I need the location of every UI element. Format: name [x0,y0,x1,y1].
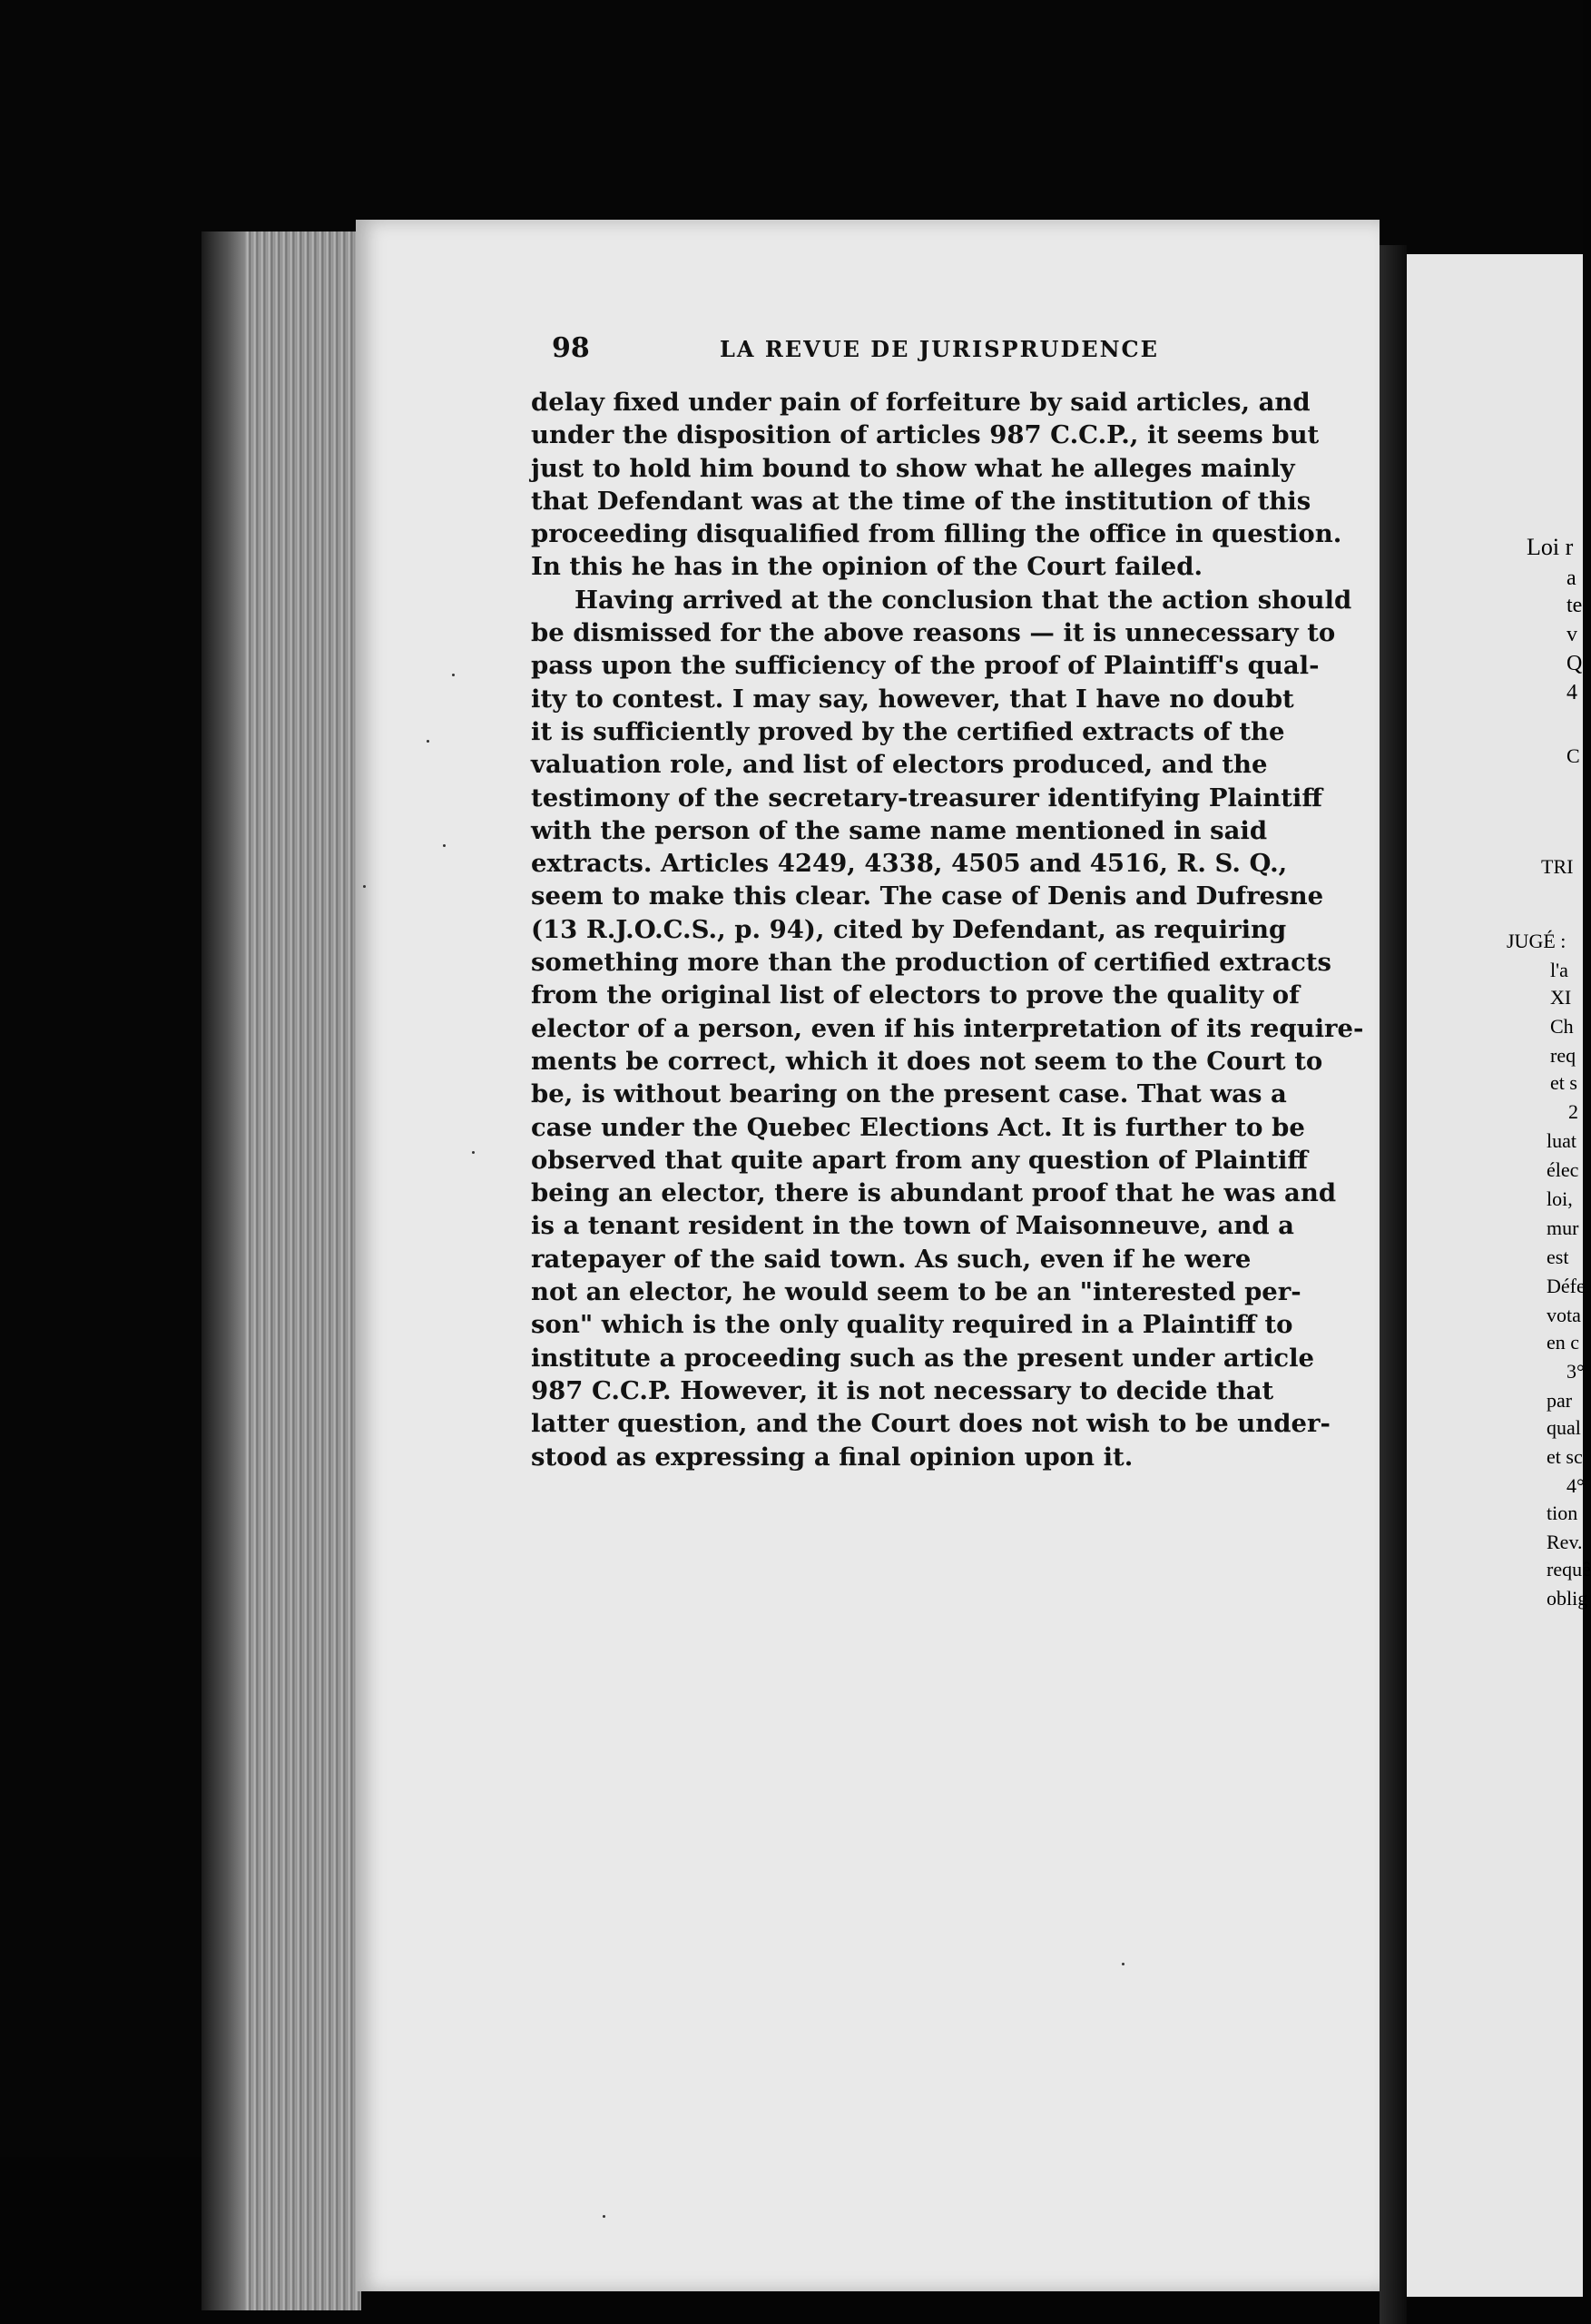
fragment: Rev. [1547,1531,1583,1553]
text-line: seem to make this clear. The case of Denis and Dufresne [531,881,1324,911]
text-line: Having arrived at the conclusion that the action should [575,585,1352,615]
text-line: is a tenant resident in the town of Maisonneuve, and a [531,1211,1294,1241]
text-line: (13 R.J.O.C.S., p. 94), cited by Defendant, as requiring [531,914,1287,944]
text-line: extracts. Articles 4249, 4338, 4505 and 4516, R. S. Q., [531,849,1288,879]
fragment: Q [1566,652,1583,675]
text-line: something more than the production of certified extracts [531,948,1332,978]
fragment: et sc [1547,1445,1583,1468]
text-line: 987 C.C.P. However, it is not necessary to decide that [531,1375,1274,1405]
running-head: LA REVUE DE JURISPRUDENCE [720,336,1159,362]
text-line: stood as expressing a final opinion upon it. [531,1442,1134,1472]
fragment: a [1566,566,1576,590]
book-spine-shadow [201,231,245,2310]
fragment: requê [1547,1558,1591,1581]
fragment: l'a [1550,959,1568,981]
book-gutter [1380,245,1407,2324]
text-line: being an elector, there is abundant proof that he was and [531,1178,1337,1208]
text-line: ratepayer of the said town. As such, even if he were [531,1244,1252,1274]
text-line: proceeding disqualified from filling the office in question. [531,519,1342,549]
scan-speck [452,674,455,676]
fragment: XI [1550,986,1572,1009]
text-line: from the original list of electors to prove the quality of [531,980,1300,1010]
fragment: TRI [1541,855,1574,878]
fragment: req [1550,1044,1576,1067]
text-line: observed that quite apart from any question of Plaintiff [531,1145,1308,1175]
fragment: par [1547,1389,1573,1412]
text-line: testimony of the secretary-treasurer identifying Plaintiff [531,783,1322,812]
fragment: vota [1547,1304,1581,1326]
fragment: 4° [1566,1474,1585,1497]
fragment: loi, [1547,1187,1573,1210]
scan-speck [472,1151,475,1154]
text-line: son" which is the only quality required in a Plaintiff to [531,1310,1293,1340]
text-line: delay fixed under pain of forfeiture by said articles, and [531,388,1311,417]
fragment: Ch [1550,1015,1574,1038]
scan-speck [443,844,446,847]
body-text [531,386,1364,1473]
page-number: 98 [552,332,590,364]
fragment: en c [1547,1331,1580,1354]
fragment: oblig [1547,1587,1588,1610]
text-line: elector of a person, even if his interpretation of its require- [531,1013,1364,1043]
scan-speck [363,885,366,888]
text-line: ments be correct, which it does not seem to the Court to [531,1046,1323,1076]
scan-speck [1122,1963,1125,1965]
scan-speck [603,2215,605,2218]
fragment: luat [1547,1129,1576,1152]
fragment: élec [1547,1158,1579,1181]
text-line: case under the Quebec Elections Act. It is further to be [531,1112,1305,1142]
text-line: that Defendant was at the time of the institution of this [531,486,1311,516]
fragment: C [1566,744,1580,767]
fragment: qual [1547,1416,1581,1439]
fragment: 2 [1568,1100,1578,1123]
fragment: Loi r [1527,534,1574,560]
text-line: under the disposition of articles 987 C.C.P., it seems but [531,420,1320,450]
fragment: JUGÉ : [1507,930,1566,952]
text-line: with the person of the same name mentioned in said [531,815,1268,845]
text-line: ity to contest. I may say, however, that I have no doubt [531,684,1294,714]
text-line: not an elector, he would seem to be an "interested per- [531,1277,1301,1307]
fragment: tion [1547,1502,1578,1524]
text-line: pass upon the sufficiency of the proof of Plaintiff's qual- [531,651,1320,681]
fragment: v [1566,623,1577,646]
text-line: institute a proceeding such as the present under article [531,1343,1315,1373]
text-line: In this he has in the opinion of the Court failed. [531,552,1203,582]
fragment: Défe [1547,1275,1586,1297]
scan-speck [427,740,429,743]
fragment: est [1547,1246,1569,1268]
fragment: et s [1550,1071,1577,1094]
text-line: just to hold him bound to show what he alleges mainly [531,453,1295,483]
text-line: it is sufficiently proved by the certified extracts of the [531,716,1285,746]
fragment: mur [1547,1216,1579,1239]
fragment: te [1566,594,1583,617]
text-line: latter question, and the Court does not wish to be under- [531,1409,1331,1439]
fragment: 3° [1566,1360,1585,1383]
text-line: valuation role, and list of electors produced, and the [531,750,1268,780]
fragment: 4 [1566,681,1577,704]
text-line: be, is without bearing on the present case. That was a [531,1079,1287,1109]
text-line: be dismissed for the above reasons — it is unnecessary to [531,618,1336,648]
